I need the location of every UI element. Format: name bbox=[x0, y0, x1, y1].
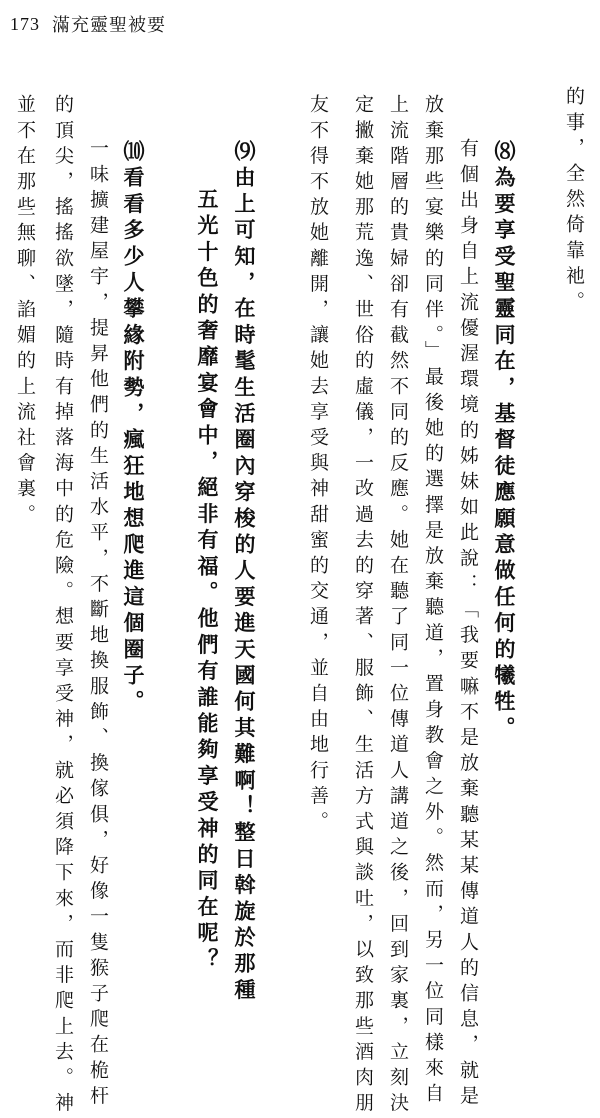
section-heading-9: ⑼由上可知，在時髦生活圈內穿梭的人要進天國何其難啊！整日斡旋於那種 bbox=[232, 140, 256, 1005]
text-column-2: 有個出身自上流優渥環境的姊妹如此說：「我要嘛不是放棄聽某某傳道人的信息，就是 bbox=[457, 138, 479, 1111]
text-column-3: 放棄那些宴樂的同伴。」最後她的選擇是放棄聽道，置身教會之外。然而，另一位同樣來自 bbox=[422, 94, 444, 1109]
text-column-5: 定撇棄她那荒逸、世俗的虛儀，一改過去的穿著、服飾、生活方式與談吐，以致那些酒肉朋 bbox=[352, 94, 374, 1118]
text-column-1: 的事，全然倚靠祂。 bbox=[563, 86, 585, 317]
page-header bbox=[10, 6, 166, 42]
section-heading-10: ⑽看看多少人攀緣附勢，瘋狂地想爬進這個圈子。 bbox=[121, 140, 145, 717]
text-column-7: 一味擴建屋宇，提昇他們的生活水平，不斷地換服飾、換傢俱，好像一隻猴子爬在桅杆 bbox=[87, 138, 109, 1111]
text-column-6: 友不得不放她離開，讓她去享受與神甜蜜的交通，並自由地行善。 bbox=[307, 94, 329, 837]
section-heading-9-cont: 五光十色的奢靡宴會中，絕非有福。他們有誰能夠享受神的同在呢？ bbox=[195, 188, 219, 974]
text-column-8: 的頂尖，搖搖欲墜，隨時有掉落海中的危險。想要享受神，就必須降下來，而非爬上去。神 bbox=[52, 94, 74, 1118]
text-column-9: 並不在那些無聊、諂媚的上流社會裏。 bbox=[14, 94, 36, 530]
text-column-4: 上流階層的貴婦卻有截然不同的反應。她在聽了同一位傳道人講道之後，回到家裏，立刻決 bbox=[387, 94, 409, 1118]
page-number: 173 bbox=[10, 13, 40, 34]
section-heading-8: ⑻為要享受聖靈同在，基督徒應願意做任何的犧牲。 bbox=[492, 140, 516, 743]
running-title: 滿充靈聖被要 bbox=[52, 15, 166, 36]
